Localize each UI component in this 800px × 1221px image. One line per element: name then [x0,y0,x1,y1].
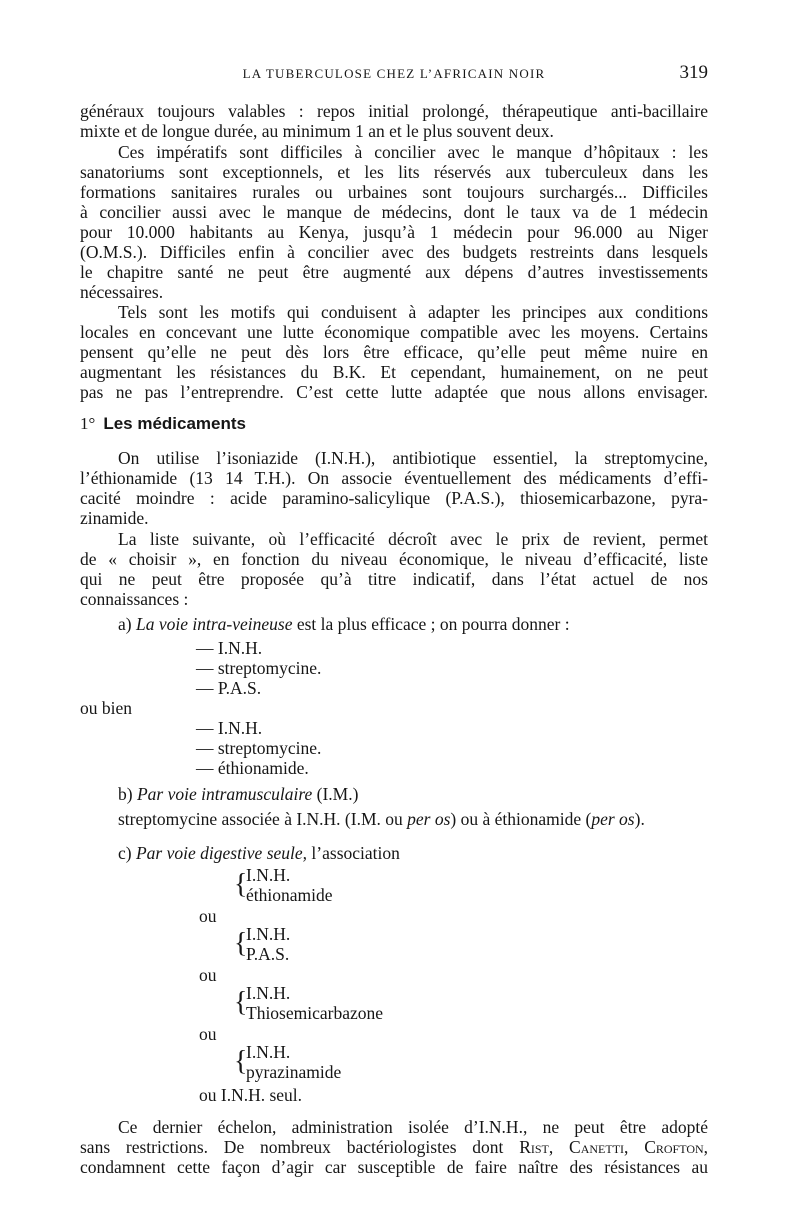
alternative-label: ou [199,906,217,926]
alternative-label: ou [199,1024,217,1044]
text-line: qui ne peut être proposée qu’à titre indicatif, dans l’état actuel de nos [80,569,708,589]
text-line: pour 10.000 habitants au Kenya, jusqu’à 1 médecin pour 96.000 au Niger [80,222,708,242]
text-line: sans restrictions. De nombreux bactériologistes dont Rist, Canetti, Crofton, [80,1137,709,1157]
combo-item: I.N.H. [246,865,291,885]
text-line: le chapitre santé ne peut être augmenté aux dépens d’autres investissements [80,262,708,282]
text-line: Ces impératifs sont difficiles à concilier avec le manque d’hôpitaux : les [118,142,708,162]
list-item-a: a) La voie intra-veineuse est la plus efficace ; on pourra donner : [118,614,570,634]
text-line: zinamide. [80,508,149,528]
combo-item: P.A.S. [246,944,290,964]
combo-item: I.N.H. [246,924,291,944]
section-title: Les médicaments [103,414,246,433]
text-line: La liste suivante, où l’efficacité décroît avec le prix de revient, permet [118,529,708,549]
list-item: — P.A.S. [196,678,262,698]
alternative-label: ou bien [80,698,133,718]
text-line: à concilier aussi avec le manque de médecins, dont le taux va de 1 médecin [80,202,708,222]
list-item: — I.N.H. [196,638,263,658]
brace-mark: { [234,1046,248,1077]
text-line: On utilise l’isoniazide (I.N.H.), antibiotique essentiel, la streptomycine, [118,448,708,468]
text-line: nécessaires. [80,282,164,302]
running-header [80,62,708,86]
brace-mark: { [234,987,248,1018]
text-line: pas ne pas l’entreprendre. C’est cette lutte adaptée que nous allons envisager. [80,382,708,402]
running-title: LA TUBERCULOSE CHEZ L’AFRICAIN NOIR [242,66,546,81]
combo-item: I.N.H. [246,983,291,1003]
text-line: Ce dernier échelon, administration isolée d’I.N.H., ne peut être adopté [118,1117,708,1137]
text-line: augmentant les résistances du B.K. Et cependant, humainement, on ne peut [80,362,708,382]
text-line: sanatoriums sont exceptionnels, et les lits réservés aux tuberculeux dans les [80,162,708,182]
combo-item: éthionamide [246,885,333,905]
brace-mark: { [234,869,248,900]
text-line: l’éthionamide (13 14 T.H.). On associe éventuellement des médicaments d’effi- [80,468,708,488]
text-line: connaissances : [80,589,189,609]
brace-mark: { [234,928,248,959]
combo-item: I.N.H. [246,1042,291,1062]
text-line: formations sanitaires rurales ou urbaines sont toujours surchargés... Difficiles [80,182,708,202]
page-number: 319 [679,62,708,83]
text-line: condamnent cette façon d’agir car susceptible de faire naître des résistances au [80,1157,708,1177]
text-line: généraux toujours valables : repos initial prolongé, thérapeutique anti-bacillaire [80,101,708,121]
text-line: pensent qu’elle ne peut dès lors être efficace, qu’elle peut même nuire en [80,342,708,362]
list-item: — streptomycine. [196,738,322,758]
list-item-b: b) Par voie intramusculaire (I.M.) [118,784,359,804]
text-line: cacité moindre : acide paramino-salicylique (P.A.S.), thiosemicarbazone, pyra- [80,488,708,508]
text-line: mixte et de longue durée, au minimum 1 an et le plus souvent deux. [80,121,554,141]
last-option: ou I.N.H. seul. [199,1085,303,1105]
list-item-c: c) Par voie digestive seule, l’association [118,843,400,863]
text-line: locales en concevant une lutte économique compatible avec les moyens. Certains [80,322,708,342]
section-heading [80,414,246,434]
alternative-label: ou [199,965,217,985]
combo-item: Thiosemicarbazone [246,1003,384,1023]
text-line: de « choisir », en fonction du niveau économique, le niveau d’efficacité, liste [80,549,708,569]
list-item-b-detail: streptomycine associée à I.N.H. (I.M. ou per os) ou à éthionamide (per os). [118,809,645,829]
list-item: — éthionamide. [196,758,309,778]
text-line: Tels sont les motifs qui conduisent à adapter les principes aux conditions [118,302,708,322]
list-item: — I.N.H. [196,718,263,738]
section-number: 1° [80,414,96,433]
combo-item: pyrazinamide [246,1062,342,1082]
list-item: — streptomycine. [196,658,322,678]
text-line: (O.M.S.). Difficiles enfin à concilier avec des budgets restreints dans lesquels [80,242,708,262]
